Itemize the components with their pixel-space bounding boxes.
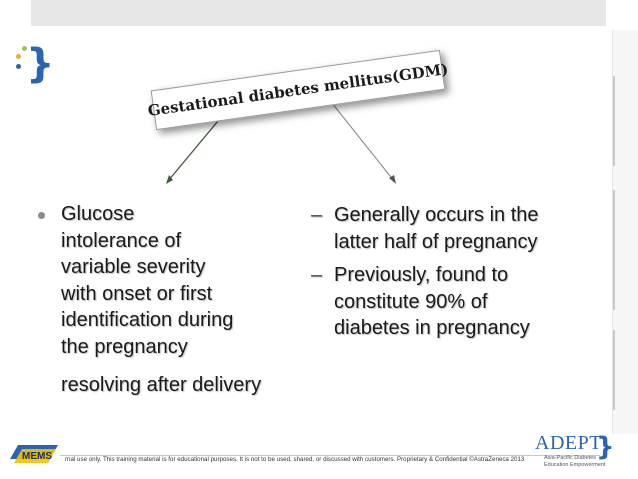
right-line: latter half of pregnancy <box>334 230 538 253</box>
mems-logo-icon <box>8 441 60 465</box>
right-line: constitute 90% of <box>334 290 488 313</box>
brace-logo-icon: } <box>14 40 54 100</box>
dash-marker: – <box>311 264 323 286</box>
left-bullet-text <box>61 201 271 360</box>
dash-marker: – <box>311 204 323 226</box>
right-bullet-2 <box>311 262 530 342</box>
footer-disclaimer: rnal use only. This training material is for educational purposes. It is not to be used, shared, or discussed with customers. Proprietary & Confidential ©AstraZeneca 2013 <box>65 456 525 463</box>
left-line: identification during <box>61 309 234 331</box>
left-line: variable severity <box>61 256 206 278</box>
continuation-text: resolving after delivery <box>61 374 262 396</box>
right-line: Generally occurs in the <box>334 204 539 226</box>
left-line: Glucose <box>61 203 135 225</box>
left-line: with onset or first <box>61 282 213 305</box>
right-bullet-1 <box>311 202 539 255</box>
adept-subtitle-2: Education Empowerment <box>544 461 606 468</box>
adept-brace-icon: } <box>596 432 615 462</box>
bullet-dot-icon <box>38 212 45 219</box>
mems-logo-text: MEMS <box>22 451 52 462</box>
adept-subtitle-1: Asia-Pacific Diabetes <box>544 455 596 461</box>
right-line: diabetes in pregnancy <box>334 317 530 339</box>
left-line: intolerance of <box>61 229 182 252</box>
banner-title: Gestational diabetes mellitus(GDM) <box>146 59 450 121</box>
left-line: the pregnancy <box>61 335 188 358</box>
adept-title: ADEPT <box>535 432 602 454</box>
right-line: Previously, found to <box>334 264 509 286</box>
